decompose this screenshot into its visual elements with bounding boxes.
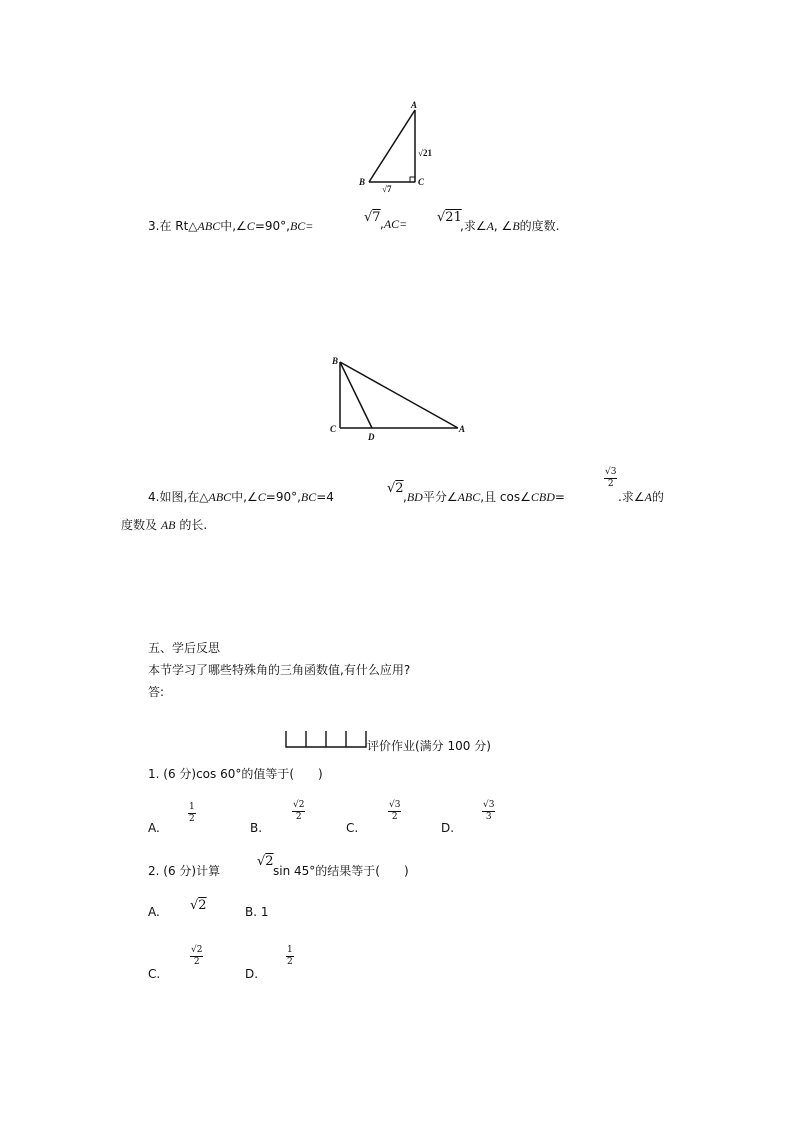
- hq1-option-c-label[interactable]: C.: [346, 821, 359, 835]
- figure-triangle-abcd: [325, 352, 475, 442]
- sqrt-21: √21: [437, 210, 462, 225]
- hq1-option-b-label[interactable]: B.: [250, 821, 263, 835]
- vertex-b-label: B: [332, 356, 339, 366]
- hq2-option-a-label[interactable]: A.: [148, 905, 160, 919]
- hq2-option-c-label[interactable]: C.: [148, 967, 161, 981]
- question-3-cont: ,AC=: [380, 217, 408, 231]
- hq2-stem-b: sin 45°的结果等于( ): [273, 864, 409, 878]
- hq2-option-c-value[interactable]: √2 2: [191, 945, 203, 967]
- question-number: 4.: [148, 490, 160, 504]
- title-decoration: [285, 730, 367, 750]
- hq1-option-a-label[interactable]: A.: [148, 821, 160, 835]
- vertex-a-label: A: [459, 424, 466, 434]
- vertex-d-label: D: [368, 432, 375, 442]
- vertex-a-label: A: [411, 100, 418, 110]
- hq2-stem-a: 2. (6 分)计算: [148, 864, 221, 878]
- hq1-stem: 1. (6 分)cos 60°的值等于( ): [148, 767, 323, 781]
- reflection-question: 本节学习了哪些特殊角的三角函数值,有什么应用?: [148, 663, 411, 677]
- question-number: 3.: [148, 219, 160, 233]
- question-4: 4.如图,在△ABC中,∠C=90°,BC=4: [148, 490, 334, 504]
- question-3: 3.在 Rt△ABC中,∠C=90°,BC=: [148, 219, 314, 233]
- segment-bd: [340, 362, 372, 428]
- sqrt-2: √2: [387, 481, 404, 496]
- section-heading: 五、学后反思: [148, 641, 221, 655]
- hq1-option-a-value[interactable]: 1 2: [189, 802, 195, 824]
- sqrt-7: √7: [364, 210, 381, 225]
- hq2-option-d-label[interactable]: D.: [245, 967, 259, 981]
- hq2-option-a-value[interactable]: √2: [190, 898, 207, 913]
- vertex-b-label: B: [359, 177, 366, 187]
- hq1-option-c-value[interactable]: √3 2: [389, 800, 401, 822]
- homework-title: 评价作业(满分 100 分): [367, 739, 491, 753]
- vertex-c-label: C: [418, 177, 425, 187]
- answer-label: 答:: [148, 685, 165, 699]
- question-3-end: ,求∠A, ∠B的度数.: [460, 219, 560, 233]
- question-4-end: .求∠A的: [618, 490, 664, 504]
- question-4-cont: ,BD平分∠ABC,且 cos∠CBD=: [403, 490, 565, 504]
- hq2-option-b[interactable]: B. 1: [245, 905, 269, 919]
- hq2-sqrt-2: √2: [257, 854, 274, 869]
- fraction-sqrt3-over-2: √3 2: [605, 467, 617, 489]
- figure-triangle-abc: [355, 98, 445, 198]
- hq1-option-b-value[interactable]: √2 2: [293, 800, 305, 822]
- hq1-option-d-label[interactable]: D.: [441, 821, 455, 835]
- vertex-c-label: C: [330, 424, 337, 434]
- side-ba: [340, 362, 458, 428]
- bc-length-label: √7: [382, 184, 392, 194]
- question-4-line2: 度数及 AB 的长.: [121, 518, 208, 532]
- hq2-option-d-value[interactable]: 1 2: [287, 945, 293, 967]
- ac-length-label: √21: [418, 148, 432, 158]
- hq1-option-d-value[interactable]: √3 3: [483, 800, 495, 822]
- side-ab: [369, 110, 415, 182]
